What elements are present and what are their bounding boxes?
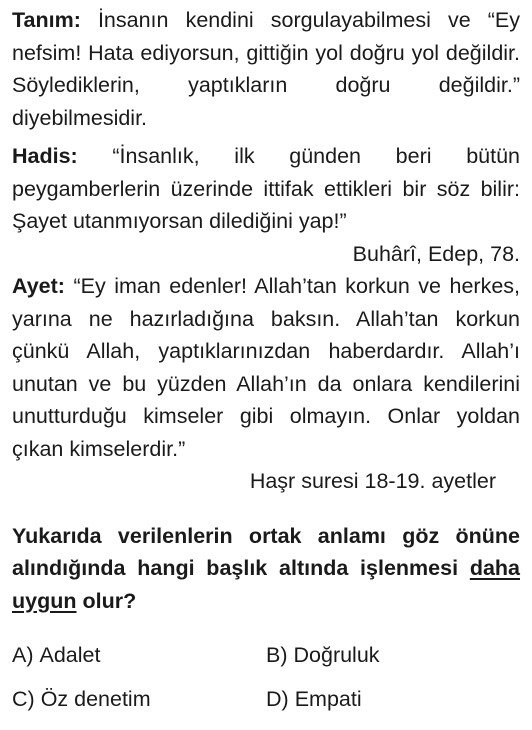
question-stem (12, 520, 520, 618)
question-page (12, 4, 520, 721)
definition-label: Tanım: (12, 8, 81, 32)
verse-paragraph (12, 270, 520, 465)
hadith-source: Buhârî, Edep, 78. (352, 241, 520, 266)
option-d[interactable] (266, 687, 520, 712)
option-a-letter: A) (12, 642, 34, 667)
option-d-letter: D) (266, 686, 289, 711)
option-b[interactable] (266, 643, 520, 668)
verse-source: Haşr suresi 18-19. ayetler (249, 469, 496, 493)
option-a-text: Adalet (39, 642, 101, 667)
definition-paragraph (12, 4, 520, 134)
question-text-before: Yukarıda verilenlerin ortak anlamı göz önüne alındığında hangi başlık altında işlenmesi (12, 523, 520, 580)
hadith-label: Hadis: (12, 144, 78, 168)
option-d-text: Empati (294, 686, 362, 711)
hadith-paragraph (12, 140, 520, 238)
hadith-text: “İnsanlık, ilk günden beri bütün peygamberlerin üzerinde ittifak ettikleri bir söz bilir: Şayet utanmıyorsan dilediğini yap!” (12, 144, 520, 233)
question-text-after: olur? (76, 588, 137, 613)
option-b-text: Doğruluk (293, 642, 380, 667)
question-emphasis: daha uygun (12, 556, 520, 613)
option-c[interactable] (12, 687, 266, 712)
verse-text: “Ey iman edenler! Allah’tan korkun ve herkes, yarına ne hazırladığına baksın. Allah’tan korkun çünkü Allah, yaptıklarınızdan haberdardır. Allah’ı unutan ve bu yüzden Allah’ın da onlara kendilerini unutturduğu kimseler gibi olmayın. Onlar yoldan çıkan kimselerdir.” (12, 274, 520, 461)
answer-options (12, 633, 520, 721)
verse-label: Ayet: (12, 274, 65, 298)
option-a[interactable] (12, 643, 266, 668)
options-row-2 (12, 677, 520, 721)
option-c-letter: C) (12, 686, 35, 711)
option-c-text: Öz denetim (40, 686, 151, 711)
definition-text: İnsanın kendini sorgulayabilmesi ve “Ey nefsim! Hata ediyorsun, gittiğin yol doğru yol değildir. Söylediklerin, yaptıkların doğru değildir.” diyebilmesidir. (12, 8, 520, 130)
options-row-1 (12, 633, 520, 677)
option-b-letter: B) (266, 642, 288, 667)
